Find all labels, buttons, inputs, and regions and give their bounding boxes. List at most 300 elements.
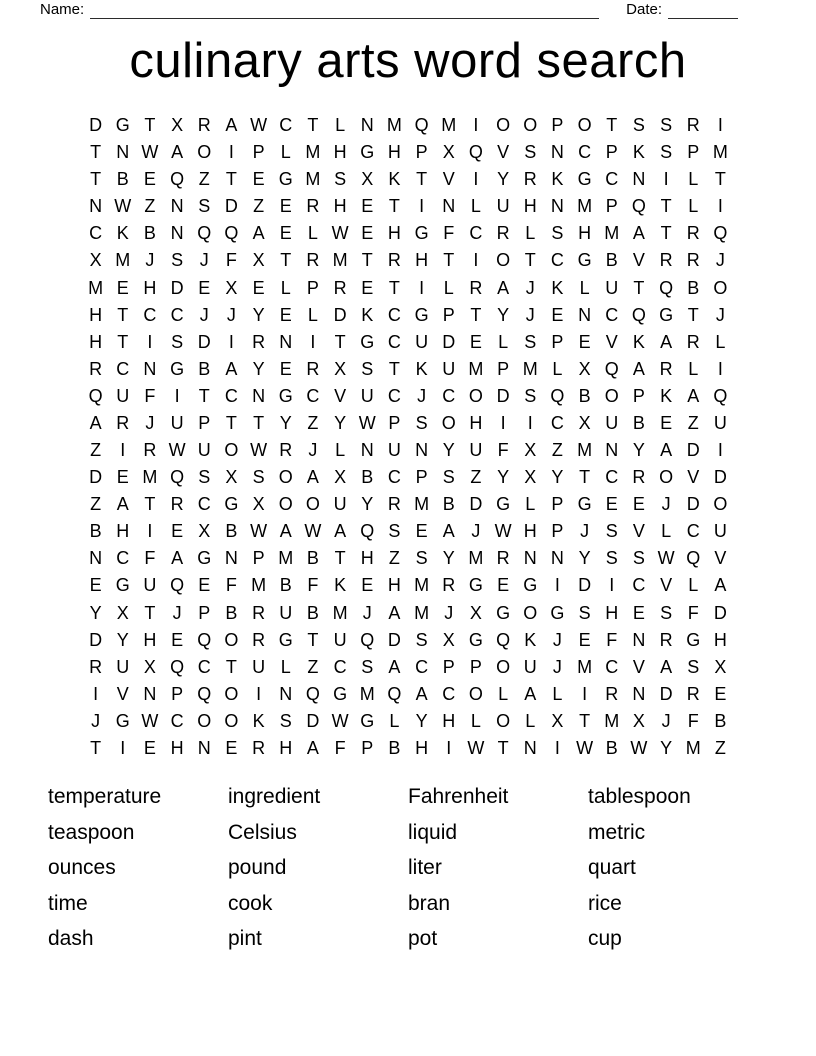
grid-letter: W [141, 710, 159, 731]
grid-letter: T [307, 115, 319, 136]
grid-letter: R [686, 115, 700, 136]
grid-letter: A [660, 656, 673, 677]
grid-letter: X [632, 710, 645, 731]
grid-letter: G [468, 575, 483, 596]
grid-letter: S [388, 521, 401, 542]
grid-letter: R [686, 683, 700, 704]
grid-letter: M [332, 250, 348, 271]
grid-letter: O [468, 385, 483, 406]
grid-letter: M [577, 196, 593, 217]
grid-letter: Q [170, 656, 185, 677]
grid-letter: L [552, 358, 563, 379]
word-item: liter [408, 856, 442, 880]
grid-letter: Q [659, 277, 674, 298]
word-list-column [408, 779, 588, 957]
grid-letter: Y [497, 467, 510, 488]
grid-letter: J [661, 494, 671, 515]
grid-letter: T [334, 548, 346, 569]
grid-letter: P [632, 385, 645, 406]
grid-letter: N [550, 548, 564, 569]
grid-letter: U [415, 331, 429, 352]
grid-letter: W [141, 142, 159, 163]
grid-letter: X [89, 250, 102, 271]
word-item: tablespoon [588, 785, 691, 808]
word-item: temperature [48, 785, 162, 808]
grid-letter: E [171, 629, 184, 650]
grid-letter: E [252, 169, 265, 190]
grid-letter: C [387, 467, 401, 488]
grid-letter: H [387, 575, 401, 596]
grid-letter: J [580, 521, 590, 542]
grid-letter: T [198, 385, 210, 406]
grid-letter: A [524, 683, 537, 704]
grid-letter: J [172, 602, 182, 623]
grid-letter: I [228, 331, 234, 352]
grid-letter: L [470, 710, 481, 731]
grid-letter: X [524, 440, 537, 461]
grid-letter: A [334, 521, 347, 542]
grid-letter: X [469, 602, 482, 623]
grid-letter: S [578, 602, 591, 623]
grid-letter: C [387, 331, 401, 352]
grid-letter: V [660, 575, 673, 596]
grid-letter: L [525, 223, 536, 244]
grid-letter: P [551, 115, 564, 136]
grid-letter: H [170, 737, 184, 758]
grid-letter: A [388, 602, 401, 623]
page-title: culinary arts word search [129, 34, 687, 88]
grid-letter: B [225, 602, 238, 623]
grid-letter: C [116, 548, 130, 569]
grid-letter: S [524, 331, 537, 352]
grid-letter: R [197, 115, 211, 136]
word-item: dash [48, 927, 94, 951]
grid-letter: P [605, 142, 618, 163]
grid-letter: V [632, 656, 645, 677]
grid-letter: R [469, 277, 483, 298]
grid-letter: I [473, 250, 479, 271]
grid-letter: Q [305, 683, 320, 704]
grid-letter: G [496, 494, 511, 515]
word-item: quart [588, 856, 636, 880]
grid-letter: R [496, 548, 510, 569]
grid-letter: F [225, 250, 237, 271]
grid-letter: K [415, 358, 428, 379]
grid-letter: W [494, 521, 512, 542]
grid-letter: Q [170, 575, 185, 596]
grid-letter: P [442, 304, 455, 325]
grid-letter: C [197, 494, 211, 515]
grid-letter: T [253, 412, 265, 433]
grid-letter: J [417, 385, 427, 406]
grid-letter: S [632, 548, 645, 569]
word-list [48, 779, 768, 957]
grid-letter: Z [198, 169, 210, 190]
grid-letter: D [442, 331, 456, 352]
grid-letter: T [334, 331, 346, 352]
grid-letter: I [419, 277, 425, 298]
grid-letter: B [442, 494, 455, 515]
grid-letter: E [89, 575, 102, 596]
grid-letter: I [446, 737, 452, 758]
grid-letter: R [252, 331, 266, 352]
grid-letter: Q [197, 683, 212, 704]
grid-letter: X [116, 602, 129, 623]
grid-letter: D [387, 629, 401, 650]
grid-letter: U [170, 412, 184, 433]
grid-letter: L [525, 710, 536, 731]
grid-letter: N [632, 683, 646, 704]
grid-letter: C [306, 385, 320, 406]
grid-letter: A [687, 385, 700, 406]
grid-letter: P [198, 602, 211, 623]
grid-letter: Q [631, 304, 646, 325]
grid-letter: G [333, 683, 348, 704]
grid-letter: R [252, 629, 266, 650]
grid-letter: M [577, 440, 593, 461]
grid-letter: T [361, 250, 373, 271]
grid-letter: S [334, 169, 347, 190]
grid-letter: K [116, 223, 129, 244]
grid-letter: D [713, 467, 727, 488]
grid-letter: X [442, 142, 455, 163]
grid-letter: F [443, 223, 455, 244]
grid-letter: C [197, 656, 211, 677]
grid-letter: E [361, 575, 374, 596]
grid-letter: T [443, 250, 455, 271]
grid-letter: Z [388, 548, 400, 569]
grid-letter: C [89, 223, 103, 244]
grid-letter: K [551, 277, 564, 298]
grid-letter: S [198, 196, 211, 217]
grid-letter: T [144, 115, 156, 136]
grid-letter: O [441, 412, 456, 433]
grid-letter: V [497, 142, 510, 163]
grid-letter: D [170, 277, 184, 298]
grid-letter: F [144, 385, 156, 406]
grid-letter: E [578, 629, 591, 650]
grid-letter: T [144, 602, 156, 623]
grid-letter: D [659, 683, 673, 704]
grid-letter: H [333, 196, 347, 217]
grid-letter: A [306, 467, 319, 488]
grid-letter: A [252, 223, 265, 244]
grid-letter: L [579, 277, 590, 298]
grid-letter: A [388, 656, 401, 677]
grid-letter: Q [631, 196, 646, 217]
grid-letter: F [606, 629, 618, 650]
grid-letter: N [578, 304, 592, 325]
grid-letter: H [143, 629, 157, 650]
grid-letter: H [523, 521, 537, 542]
grid-letter: X [551, 710, 564, 731]
word-item: metric [588, 820, 646, 844]
grid-letter: S [524, 385, 537, 406]
grid-letter: H [415, 250, 429, 271]
grid-letter: O [523, 602, 538, 623]
grid-letter: N [170, 196, 184, 217]
grid-letter: L [688, 169, 699, 190]
grid-letter: C [605, 304, 619, 325]
grid-letter: C [415, 656, 429, 677]
grid-letter: M [577, 656, 593, 677]
grid-letter: S [279, 710, 292, 731]
grid-letter: E [361, 196, 374, 217]
grid-letter: J [661, 710, 671, 731]
grid-letter: Z [687, 412, 699, 433]
grid-letter: M [332, 602, 348, 623]
grid-letter: P [252, 548, 265, 569]
grid-letter: S [252, 467, 265, 488]
grid-letter: T [470, 304, 482, 325]
grid-letter: A [660, 440, 673, 461]
grid-letter: M [685, 737, 701, 758]
grid-letter: K [334, 575, 347, 596]
grid-letter: C [387, 385, 401, 406]
grid-letter: S [660, 142, 673, 163]
grid-letter: J [362, 602, 372, 623]
word-list-column [48, 779, 228, 957]
grid-letter: X [714, 656, 727, 677]
grid-letter: J [552, 629, 562, 650]
grid-letter: K [660, 385, 673, 406]
grid-letter: I [473, 115, 479, 136]
grid-letter: S [551, 223, 564, 244]
grid-letter: W [331, 223, 349, 244]
grid-letter: V [442, 169, 455, 190]
word-item: teaspoon [48, 820, 135, 844]
grid-letter: P [306, 277, 319, 298]
grid-letter: N [550, 142, 564, 163]
grid-letter: T [524, 250, 536, 271]
grid-letter: E [361, 277, 374, 298]
grid-letter: S [687, 656, 700, 677]
grid-letter: U [333, 629, 347, 650]
grid-letter: E [361, 223, 374, 244]
grid-letter: P [361, 737, 374, 758]
grid-letter: I [500, 412, 506, 433]
grid-letter: B [605, 250, 618, 271]
grid-letter: W [114, 196, 132, 217]
grid-letter: K [388, 169, 401, 190]
grid-letter: L [661, 521, 672, 542]
grid-letter: C [605, 169, 619, 190]
grid-letter: Y [279, 412, 292, 433]
grid-letter: R [523, 169, 537, 190]
grid-letter: R [252, 737, 266, 758]
grid-letter: N [360, 115, 374, 136]
grid-letter: A [714, 575, 727, 596]
grid-letter: E [198, 277, 211, 298]
grid-letter: S [361, 656, 374, 677]
grid-letter: R [686, 223, 700, 244]
grid-letter: M [712, 142, 728, 163]
grid-letter: C [387, 304, 401, 325]
grid-letter: T [144, 494, 156, 515]
grid-letter: B [714, 710, 727, 731]
grid-letter: H [469, 412, 483, 433]
grid-letter: W [250, 440, 268, 461]
grid-letter: D [224, 196, 238, 217]
grid-letter: U [143, 575, 157, 596]
grid-letter: H [279, 737, 293, 758]
grid-letter: U [116, 656, 130, 677]
grid-letter: E [143, 169, 156, 190]
grid-letter: Q [387, 683, 402, 704]
grid-letter: L [280, 656, 291, 677]
grid-letter: Z [714, 737, 726, 758]
grid-letter: C [116, 358, 130, 379]
grid-letter: U [713, 521, 727, 542]
grid-letter: R [686, 250, 700, 271]
grid-letter: H [713, 629, 727, 650]
grid-letter: I [582, 683, 588, 704]
grid-letter: O [305, 494, 320, 515]
grid-letter: T [117, 304, 129, 325]
grid-letter: M [305, 142, 321, 163]
grid-letter: X [334, 358, 347, 379]
grid-letter: X [252, 250, 265, 271]
grid-letter: W [358, 412, 376, 433]
grid-letter: O [278, 494, 293, 515]
grid-letter: T [117, 331, 129, 352]
grid-letter: K [524, 629, 537, 650]
grid-letter: B [116, 169, 129, 190]
grid-letter: N [143, 683, 157, 704]
grid-letter: O [496, 710, 511, 731]
grid-letter: I [310, 331, 316, 352]
grid-letter: F [307, 575, 319, 596]
grid-letter: J [715, 250, 725, 271]
grid-letter: T [497, 737, 509, 758]
word-item: ounces [48, 856, 116, 880]
grid-letter: E [497, 575, 510, 596]
grid-letter: C [550, 250, 564, 271]
grid-letter: H [333, 142, 347, 163]
grid-letter: L [443, 277, 454, 298]
grid-letter: M [305, 169, 321, 190]
grid-letter: R [442, 575, 456, 596]
grid-letter: S [415, 412, 428, 433]
grid-letter: B [605, 737, 618, 758]
grid-letter: L [335, 115, 346, 136]
grid-letter: E [116, 467, 129, 488]
grid-letter: I [419, 196, 425, 217]
grid-letter: J [145, 250, 155, 271]
grid-letter: O [224, 629, 239, 650]
grid-letter: I [256, 683, 262, 704]
grid-letter: F [334, 737, 346, 758]
grid-letter: Z [90, 440, 102, 461]
grid-letter: H [89, 331, 103, 352]
grid-letter: Y [578, 548, 591, 569]
grid-letter: Y [89, 602, 102, 623]
grid-letter: N [143, 358, 157, 379]
grid-letter: Z [470, 467, 482, 488]
grid-letter: A [442, 521, 455, 542]
grid-letter: M [604, 710, 620, 731]
grid-letter: L [470, 196, 481, 217]
grid-letter: O [713, 277, 728, 298]
grid-letter: A [497, 277, 510, 298]
grid-letter: H [415, 737, 429, 758]
grid-letter: P [551, 494, 564, 515]
grid-letter: E [198, 575, 211, 596]
grid-letter: Q [496, 629, 511, 650]
grid-letter: O [224, 683, 239, 704]
grid-letter: N [252, 385, 266, 406]
grid-letter: W [467, 737, 485, 758]
grid-letter: G [197, 548, 212, 569]
grid-letter: M [522, 358, 538, 379]
grid-letter: C [578, 142, 592, 163]
grid-letter: P [415, 142, 428, 163]
grid-letter: P [388, 412, 401, 433]
grid-letter: W [576, 737, 594, 758]
grid-letter: U [523, 656, 537, 677]
word-item: time [48, 891, 88, 915]
grid-letter: Q [414, 115, 429, 136]
grid-letter: L [688, 358, 699, 379]
grid-letter: C [605, 467, 619, 488]
grid-letter: T [90, 169, 102, 190]
grid-letter: D [496, 385, 510, 406]
grid-letter: U [252, 656, 266, 677]
grid-letter: V [605, 331, 618, 352]
grid-letter: B [578, 385, 591, 406]
grid-letter: E [605, 494, 618, 515]
word-list-column [228, 779, 408, 957]
grid-letter: I [473, 169, 479, 190]
grid-letter: I [147, 521, 153, 542]
grid-letter: W [331, 710, 349, 731]
grid-letter: G [659, 304, 674, 325]
grid-letter: S [415, 548, 428, 569]
grid-letter: R [686, 331, 700, 352]
grid-letter: U [605, 412, 619, 433]
grid-letter: B [306, 548, 319, 569]
grid-letter: I [717, 440, 723, 461]
grid-letter: L [688, 196, 699, 217]
header-row [40, 1, 738, 19]
grid-letter: U [713, 412, 727, 433]
grid-letter: L [498, 683, 509, 704]
grid-letter: U [116, 385, 130, 406]
grid-letter: A [415, 683, 428, 704]
grid-letter: L [335, 440, 346, 461]
grid-letter: W [168, 440, 186, 461]
grid-letter: T [606, 115, 618, 136]
grid-letter: H [387, 142, 401, 163]
grid-letter: G [523, 575, 538, 596]
grid-letter: Y [497, 304, 510, 325]
grid-letter: Q [713, 223, 728, 244]
grid-letter: W [250, 115, 268, 136]
word-item: pound [228, 856, 287, 880]
grid-letter: J [471, 521, 481, 542]
grid-letter: Q [686, 548, 701, 569]
word-item: rice [588, 891, 622, 915]
grid-letter: H [387, 223, 401, 244]
grid-letter: X [198, 521, 211, 542]
grid-letter: X [578, 412, 591, 433]
grid-letter: Y [660, 737, 673, 758]
grid-letter: Y [334, 412, 347, 433]
grid-letter: X [524, 467, 537, 488]
grid-letter: G [224, 494, 239, 515]
grid-letter: T [579, 467, 591, 488]
grid-letter: I [120, 737, 126, 758]
